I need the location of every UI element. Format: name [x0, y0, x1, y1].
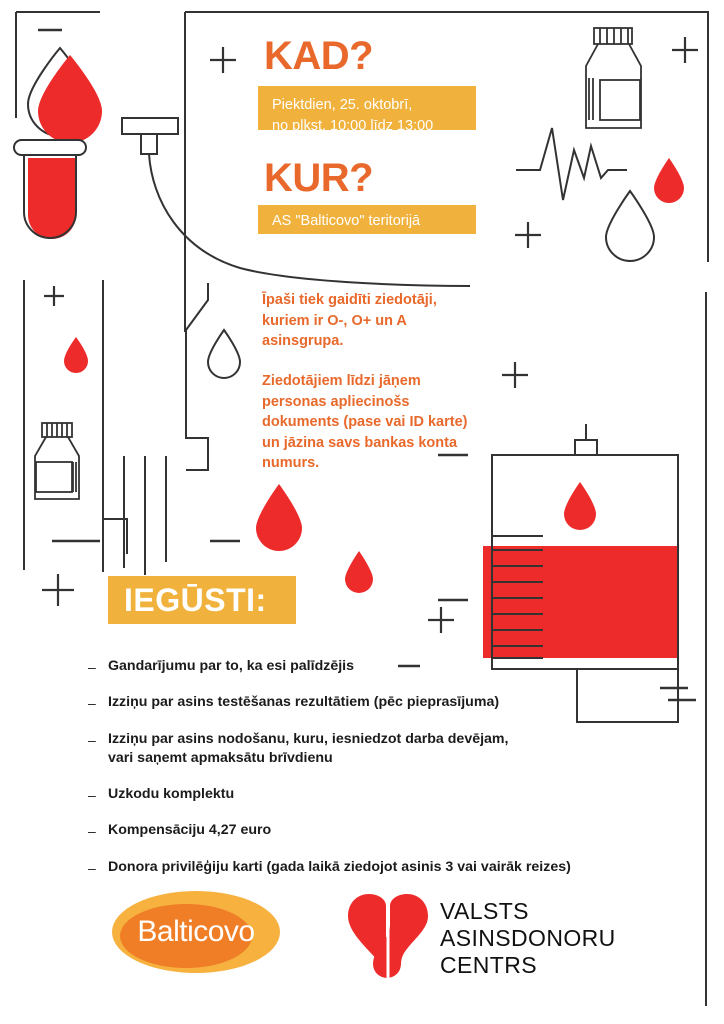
list-item-line1: Izziņu par asins nodošanu, kuru, iesniedzot darba devējam,	[108, 730, 509, 747]
bullet-dash-icon: –	[88, 859, 96, 876]
note-documents: Ziedotājiem līdzi jāņem personas apliecinošs dokuments (pase vai ID karte) un jāzina savs bankas konta numurs.	[262, 373, 468, 472]
when-details-box	[258, 86, 476, 135]
where-location: AS "Balticovo" teritorijā	[272, 213, 421, 229]
plus-icon-left-1	[44, 286, 64, 306]
list-item-text	[108, 785, 234, 804]
vadc-logo	[345, 890, 616, 980]
benefits-heading: IEGŪSTI:	[124, 582, 267, 618]
blood-drop-icon-outline-center-left	[208, 330, 240, 378]
plus-icon-left-2	[42, 574, 74, 606]
blood-drop-icon-outline-right	[606, 191, 654, 261]
list-item-text	[108, 821, 271, 840]
bullet-dash-icon: –	[88, 659, 96, 675]
blood-drop-icon-top-left	[38, 55, 102, 143]
blood-drop-icon-in-bag	[564, 482, 596, 530]
plus-icon-center-4	[428, 607, 454, 633]
medicine-bottle-icon-left	[35, 423, 79, 499]
bullet-dash-icon: –	[88, 786, 96, 803]
list-item	[88, 730, 688, 768]
when-date: Piektdien, 25. oktobrī,	[272, 97, 413, 113]
plus-icon-right-1	[672, 37, 698, 63]
blood-drop-icon-center-large	[256, 484, 302, 551]
vadc-line1: VALSTS	[440, 898, 529, 924]
bullet-dash-icon: –	[88, 823, 96, 840]
list-item	[88, 821, 688, 840]
list-item-line2: vari saņemt apmaksātu brīvdienu	[108, 749, 333, 766]
list-item-line1: Izziņu par asins testēšanas rezultātiem (pēc pieprasījuma)	[108, 694, 500, 711]
blood-drop-icon-outline-top-left	[28, 48, 92, 136]
plus-icon-center-3	[502, 362, 528, 388]
bullet-dash-icon: –	[88, 695, 96, 712]
list-item-line1: Uzkodu komplektu	[108, 785, 235, 802]
note-blood-groups: Īpaši tiek gaidīti ziedotāji, kuriem ir O-, O+ un A asinsgrupa.	[262, 292, 437, 350]
when-heading: KAD?	[264, 34, 374, 78]
blood-drop-icon-right	[654, 158, 684, 203]
plus-icon-center-2	[515, 222, 541, 248]
blood-drop-icon-left-small	[64, 337, 88, 373]
medicine-bottle-icon-right	[586, 28, 641, 128]
list-item	[88, 693, 688, 712]
vadc-wordmark	[440, 898, 616, 979]
bullet-dash-icon: –	[88, 731, 96, 748]
balticovo-wordmark: Balticovo	[137, 915, 255, 948]
list-item-line1: Kompensāciju 4,27 euro	[108, 822, 272, 839]
benefits-heading-box	[108, 576, 296, 624]
list-item-text	[108, 657, 354, 676]
list-item-line1: Donora privilēģiju karti (gada laikā ziedojot asinis 3 vai vairāk reizes)	[108, 858, 571, 875]
blood-drop-icon-center-small	[345, 551, 373, 593]
where-details-box	[258, 205, 476, 234]
test-tube-icon	[14, 140, 86, 239]
list-item-text	[108, 693, 499, 712]
iv-bag-icon	[122, 118, 470, 286]
vadc-heart-drop-icon	[345, 890, 435, 980]
list-item-text	[108, 730, 509, 768]
benefits-list	[88, 657, 688, 894]
list-item	[88, 858, 688, 877]
where-heading: KUR?	[264, 156, 374, 200]
when-time: no plkst. 10:00 līdz 13:00	[272, 118, 434, 135]
list-item	[88, 785, 688, 804]
plus-icon-center-1	[210, 47, 236, 73]
vadc-line2: ASINSDONORU	[440, 924, 616, 951]
list-item-line1: Gandarījumu par to, ka esi palīdzējis	[108, 658, 354, 674]
list-item	[88, 657, 688, 676]
vadc-line3: CENTRS	[440, 951, 537, 978]
ecg-line-icon	[516, 128, 627, 200]
list-item-text	[108, 858, 571, 877]
hand-icon	[103, 283, 208, 575]
balticovo-logo	[112, 888, 280, 976]
